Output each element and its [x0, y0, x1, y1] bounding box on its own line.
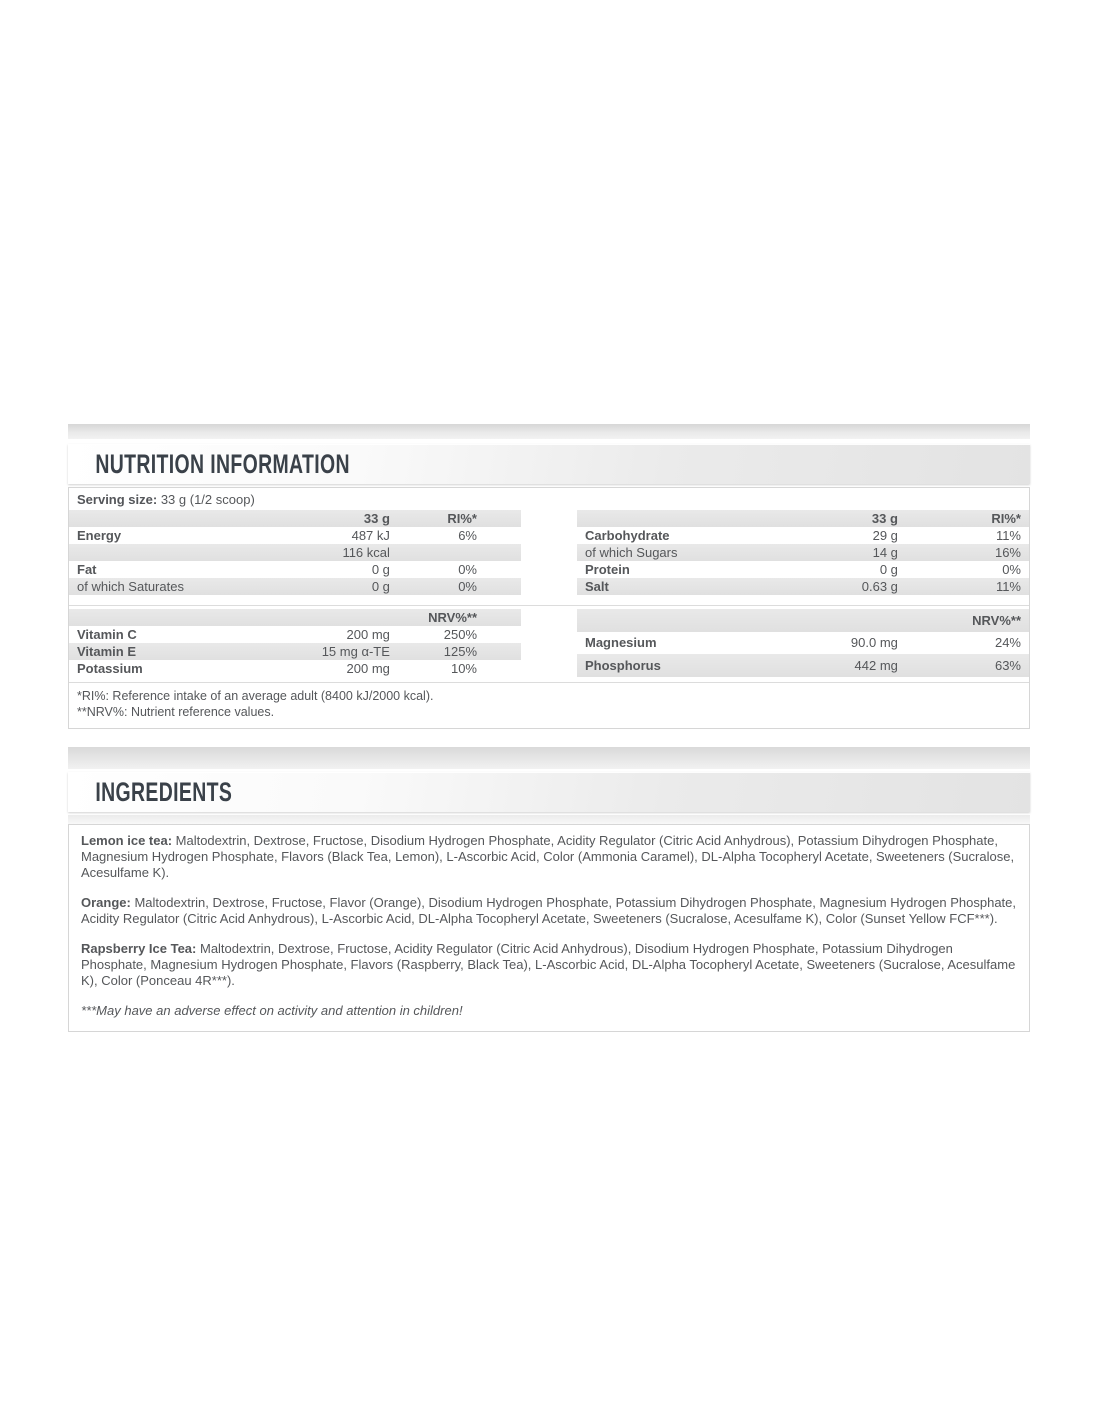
column-amount: 33 g [871, 511, 898, 526]
flavor-name: Rapsberry Ice Tea: [81, 941, 197, 956]
nutrition-row: Fat 0 g 0% [77, 562, 477, 577]
serving-size [69, 488, 1029, 510]
section-divider-strip [68, 747, 1030, 769]
nutrition-table-box [68, 487, 1030, 729]
nutrition-row: Phosphorus 442 mg 63% [577, 654, 1029, 677]
column-ri: RI%* [447, 511, 477, 526]
ingredients-box [68, 824, 1030, 1032]
nutrition-row: Potassium 200 mg 10% [77, 661, 477, 676]
top-whitespace [0, 0, 1100, 424]
micronutrient-table-right [577, 609, 1029, 677]
micronutrient-tables [69, 605, 1029, 682]
flavor-name: Lemon ice tea: [81, 833, 173, 848]
nutrition-row: of which Sugars 14 g 16% [577, 544, 1029, 561]
table-header-row [577, 510, 1029, 527]
column-amount: 33 g [363, 511, 390, 526]
column-ri: RI%* [991, 511, 1021, 526]
nutrition-row: of which Saturates 0 g 0% [69, 578, 521, 595]
nutrition-row: Salt 0.63 g 11% [577, 578, 1029, 595]
section-divider-strip [68, 424, 1030, 439]
column-nrv: NRV%** [428, 610, 477, 625]
flavor-name: Orange: [81, 895, 131, 910]
table-header-row [69, 609, 521, 626]
nutrition-row: Protein 0 g 0% [585, 562, 1021, 577]
nutrition-footnotes [69, 682, 1029, 728]
footnote-ri: *RI%: Reference intake of an average adult (8400 kJ/2000 kcal). [77, 689, 434, 703]
serving-size-label: Serving size: [77, 492, 158, 507]
ingredient-list [81, 833, 1017, 989]
nutrition-table-left [69, 510, 521, 595]
nutrition-row: Carbohydrate 29 g 11% [585, 528, 1021, 543]
ingredients-section [68, 729, 1030, 1032]
nutrition-row: Vitamin E 15 mg α-TE 125% [69, 643, 521, 660]
ingredients-title-band [68, 772, 1030, 812]
nutrition-title-band [68, 444, 1030, 484]
micronutrient-table-left [69, 609, 521, 677]
nutrition-row: Vitamin C 200 mg 250% [77, 627, 477, 642]
ingredient-paragraph: Orange: Maltodextrin, Dextrose, Fructose, Flavor (Orange), Disodium Hydrogen Phosphate, Potassium Dihydrogen Phosphate, Magnesium Hydrogen Phosphate, Acidity Regulator (Citric Acid Anhydrous), L-Ascorbic Acid, DL-Alpha Tocopheryl Acetate, Sweeteners (Sucralose, Acesulfame K), Color (Sunset Yellow FCF***). [81, 895, 1017, 926]
ingredient-paragraph: Lemon ice tea: Maltodextrin, Dextrose, Fructose, Disodium Hydrogen Phosphate, Acidity Regulator (Citric Acid Anhydrous), Potassium Dihydrogen Phosphate, Magnesium Hydrogen Phosphate, Flavors (Black Tea, Lemon), L-Ascorbic Acid, Color (Ammonia Caramel), DL-Alpha Tocopheryl Acetate, Sweeteners (Sucralose, Acesulfame K). [81, 833, 1015, 880]
table-header-row [577, 609, 1029, 632]
band-shadow-strip [68, 815, 1030, 824]
serving-size-value: 33 g (1/2 scoop) [160, 492, 255, 507]
nutrition-title: NUTRITION INFORMATION [95, 448, 350, 479]
footnote-nrv: **NRV%: Nutrient reference values. [77, 705, 275, 719]
ingredient-paragraph: Rapsberry Ice Tea: Maltodextrin, Dextrose, Fructose, Acidity Regulator (Citric Acid Anhydrous), Disodium Hydrogen Phosphate, Potassium Dihydrogen Phosphate, Magnesium Hydrogen Phosphate, Flavors (Raspberry, Black Tea), L-Ascorbic Acid, DL-Alpha Tocopheryl Acetate, Sweeteners (Sucralose, Acesulfame K), Color (Ponceau 4R***). [81, 941, 1016, 988]
macro-tables [69, 510, 1029, 605]
table-header-row [69, 510, 521, 527]
column-nrv: NRV%** [972, 612, 1021, 628]
nutrition-section [68, 424, 1030, 729]
nutrition-row: Energy 487 kJ 6% [77, 528, 477, 543]
section-gap [68, 729, 1030, 747]
ingredients-title: INGREDIENTS [95, 776, 233, 807]
nutrition-row: Magnesium 90.0 mg 24% [585, 635, 1021, 651]
nutrition-table-right [577, 510, 1029, 595]
nutrition-row: 116 kcal [69, 544, 521, 561]
allergen-warning: ***May have an adverse effect on activity and attention in children! [81, 1003, 463, 1018]
